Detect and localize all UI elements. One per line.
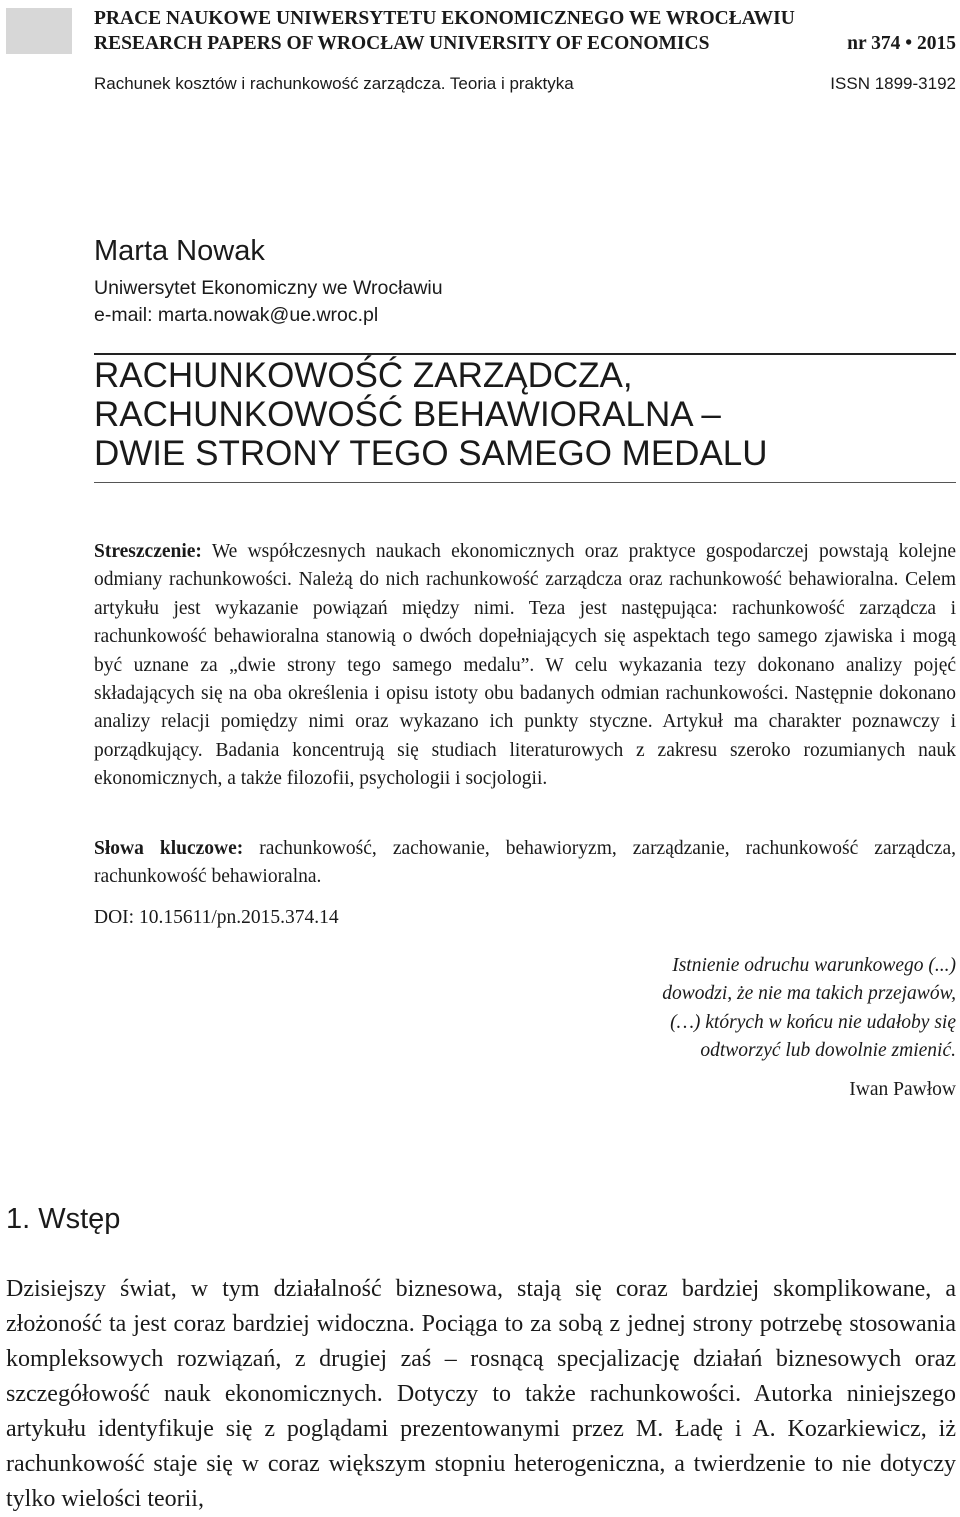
journal-title-en-row xyxy=(94,33,956,55)
author-email: e-mail: marta.nowak@ue.wroc.pl xyxy=(94,304,379,326)
title-rule-bottom xyxy=(94,482,956,483)
keywords-text: rachunkowość, zachowanie, behawioryzm, zarządzanie, rachunkowość zarządcza, rachunkowość behawioralna. xyxy=(94,838,956,888)
abstract xyxy=(94,538,956,794)
header-gray-box xyxy=(6,8,72,54)
abstract-label: Streszczenie: xyxy=(94,541,202,562)
doi: DOI: 10.15611/pn.2015.374.14 xyxy=(94,907,339,928)
epigraph-line-3: (…) których w końcu nie udałoby się xyxy=(670,1011,956,1033)
series-title: Rachunek kosztów i rachunkowość zarządcza. Teoria i praktyka xyxy=(94,74,574,93)
epigraph-line-2: dowodzi, że nie ma takich przejawów, xyxy=(662,983,956,1005)
title-line-2: RACHUNKOWOŚĆ BEHAWIORALNA – xyxy=(94,395,721,434)
epigraph-line-4: odtworzyć lub dowolnie zmienić. xyxy=(700,1040,956,1062)
abstract-text: We współczesnych naukach ekonomicznych oraz praktyce gospodarczej powstają kolejne odmiany rachunkowości. Należą do nich rachunkowość zarządcza oraz rachunkowość behawioralna. Celem artykułu jest wykazanie powiązań między nimi. Teza jest następująca: rachunkowość zarządcza i rachunkowość behawioralna stanowią o dwóch dopełniających się aspektach tego samego zjawiska i mogą być uznane za „dwie strony tego samego medalu”. W celu wykazania tezy dokonano analizy pojęć składających się na oba określenia i opisu istoty obu badanych odmian rachunkowości. Następnie dokonano analizy relacji pomiędzy nimi oraz wykazano ich punkty styczne. Artykuł ma charakter poznawczy i porządkujący. Badania koncentrują się studiach literaturowych z zakresu szeroko rozumianych nauk ekonomicznych, a także filozofii, psychologii i socjologii. xyxy=(94,541,957,790)
title-line-3: DWIE STRONY TEGO SAMEGO MEDALU xyxy=(94,434,768,473)
author-name: Marta Nowak xyxy=(94,235,265,267)
author-affiliation: Uniwersytet Ekonomiczny we Wrocławiu xyxy=(94,277,443,299)
keywords-label: Słowa kluczowe: xyxy=(94,838,244,859)
title-rule-top xyxy=(94,353,956,355)
journal-title-pl: PRACE NAUKOWE UNIWERSYTETU EKONOMICZNEGO WE WROCŁAWIU xyxy=(94,8,795,29)
section-body-text: Dzisiejszy świat, w tym działalność biznesowa, stają się coraz bardziej skomplikowane, a złożoność ta jest coraz bardziej widoczna. Pociąga to za sobą z jednej strony potrzebę stosowania kompleksowych rozwiązań, z drugiej zaś – rosnącą specjalizację działań biznesowych oraz szczegółowość nauk ekonomicznych. Dotyczy to także rachunkowości. Autorka niniejszego artykułu identyfikuje się z poglądami prezentowanymi przez M. Ładę i A. Kozarkiewicz, iż rachunkowość staje się w coraz większym stopniu heterogeniczna, a twierdzenie to nie dotyczy tylko wielości teorii, xyxy=(6,1276,956,1512)
epigraph-line-1: Istnienie odruchu warunkowego (...) xyxy=(672,955,956,976)
issn: ISSN 1899-3192 xyxy=(830,74,956,93)
epigraph xyxy=(456,952,956,1066)
keywords xyxy=(94,835,956,892)
series-row xyxy=(94,74,956,94)
journal-title-en: RESEARCH PAPERS OF WROCŁAW UNIVERSITY OF ECONOMICS xyxy=(94,33,710,54)
section-heading: 1. Wstęp xyxy=(6,1203,121,1235)
issue-number: nr 374 • 2015 xyxy=(847,33,956,54)
epigraph-author: Iwan Pawłow xyxy=(849,1079,956,1100)
article-title xyxy=(94,356,956,473)
title-line-1: RACHUNKOWOŚĆ ZARZĄDCZA, xyxy=(94,356,633,395)
